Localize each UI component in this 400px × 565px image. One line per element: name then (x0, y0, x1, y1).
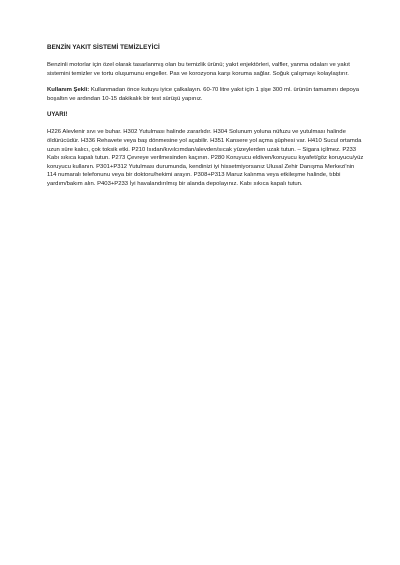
document-page (47, 44, 365, 197)
document-title: BENZİN YAKIT SİSTEMİ TEMİZLEYİCİ (47, 44, 160, 51)
product-description: Benzinli motorlar için özel olarak tasarlanmış olan bu temizlik ürünü; yakıt enjektörleri, valfler, yanma odaları ve yakıt sistemini temizler ve tortu oluşumunu engeller. Pas ve korozyona karşı koruma sağlar. Soğuk çalışmayı kolaylaştırır. (47, 62, 350, 77)
warning-heading: UYARI! (47, 111, 68, 119)
usage-label: Kullanım Şekli: (47, 87, 90, 94)
usage-paragraph (47, 86, 365, 103)
usage-text: Kullanmadan önce kutuyu iyice çalkalayın. 60-70 litre yakıt için 1 şişe 300 ml. ürünün tamamını depoya boşaltın ve ardından 10-15 dakikalık bir test sürüşü yapınız. (47, 87, 360, 102)
warning-text: H226 Alevlenir sıvı ve buhar. H302 Yutulması halinde zararlıdır. H304 Solunum yoluna nüfuzu ve yutulması halinde öldürücüdür. H336 Rehavete veya baş dönmesine yol açabilir. H351 Kansere yol açma şüphesi var. H410 Sucul ortamda uzun süre kalıcı, çok toksik etki. P210 Isıdan/kıvılcımdan/alevden/sıcak yüzeylerden uzak tutun. – Sigara içilmez. P233 Kabı sıkıca kapalı tutun. P273 Çevreye verilmesinden kaçının. P280 Koruyucu eldiven/koruyucu kıyafet/göz koruyucu/yüz koruyucu kullanın. P301+P312 Yutulması durumunda, kendinizi iyi hissetmiyorsanız Ulusal Zehir Danışma Merkezi'nin 114 numaralı telefonunu veya bir doktoru/hekimi arayın. P308+P313 Maruz kalınma veya etkileşme halinde, tıbbi yardım/bakım alın. P403+P233 İyi havalandırılmış bir alanda depolayınız. Kabı sıkıca kapalı tutun. (47, 129, 364, 187)
